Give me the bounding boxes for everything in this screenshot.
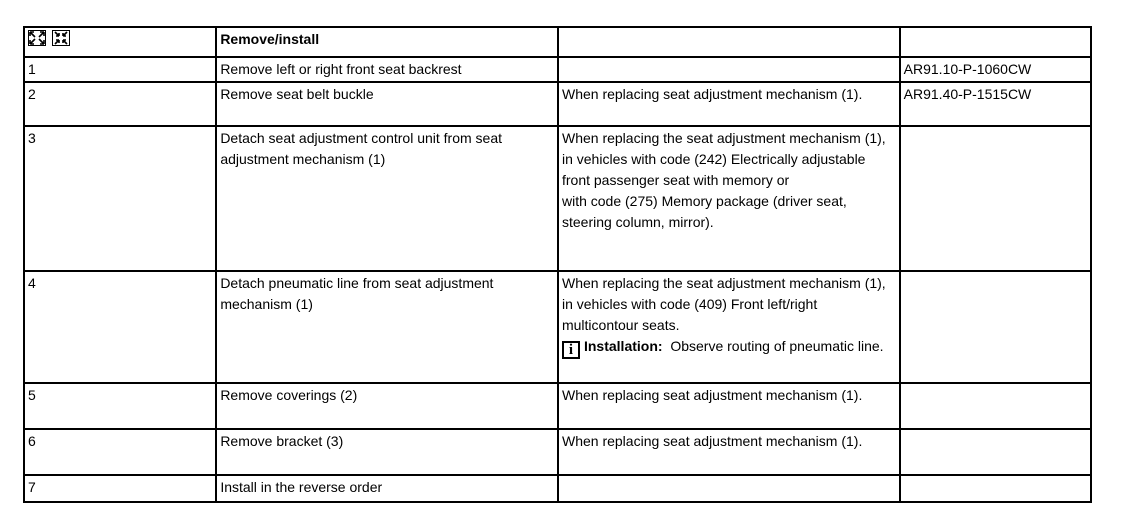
step-action: Install in the reverse order xyxy=(216,475,558,502)
step-reference[interactable]: AR91.40-P-1515CW xyxy=(900,82,1091,126)
step-number: 6 xyxy=(24,429,216,475)
step-note xyxy=(558,429,900,475)
step-number: 1 xyxy=(24,57,216,82)
header-empty-cell xyxy=(558,27,900,57)
step-reference xyxy=(900,126,1091,271)
installation-text: Observe routing of pneumatic line. xyxy=(670,338,884,354)
expand-arrows-icon[interactable] xyxy=(28,30,46,46)
step-reference xyxy=(900,383,1091,429)
collapse-arrows-icon[interactable] xyxy=(52,30,70,46)
step-note xyxy=(558,126,900,271)
info-icon: i xyxy=(562,341,580,359)
step-reference[interactable]: AR91.10-P-1060CW xyxy=(900,57,1091,82)
step-note xyxy=(558,82,900,126)
step-number: 2 xyxy=(24,82,216,126)
note-line: with code (275) Memory package (driver seat, steering column, mirror). xyxy=(561,193,847,230)
step-reference xyxy=(900,429,1091,475)
step-note xyxy=(558,57,900,82)
step-reference xyxy=(900,475,1091,502)
step-note xyxy=(558,475,900,502)
table-row xyxy=(24,82,1091,126)
table-row xyxy=(24,429,1091,475)
table-row xyxy=(24,475,1091,502)
header-empty-cell xyxy=(900,27,1091,57)
step-number: 4 xyxy=(24,271,216,383)
step-action: Detach seat adjustment control unit from seat adjustment mechanism (1) xyxy=(216,126,558,271)
table-row xyxy=(24,271,1091,383)
table-header-row xyxy=(24,27,1091,57)
step-action: Remove bracket (3) xyxy=(216,429,558,475)
procedure-table xyxy=(23,26,1092,503)
note-line: When replacing seat adjustment mechanism (1). xyxy=(561,433,863,449)
step-action: Detach pneumatic line from seat adjustment mechanism (1) xyxy=(216,271,558,383)
step-note xyxy=(558,383,900,429)
step-action: Remove coverings (2) xyxy=(216,383,558,429)
step-reference xyxy=(900,271,1091,383)
note-line: When replacing seat adjustment mechanism (1). xyxy=(561,387,863,403)
step-note xyxy=(558,271,900,383)
header-icons-cell xyxy=(24,27,216,57)
installation-label: Installation: xyxy=(583,338,663,354)
step-action: Remove left or right front seat backrest xyxy=(216,57,558,82)
note-line: When replacing seat adjustment mechanism (1). xyxy=(561,86,863,102)
step-number: 5 xyxy=(24,383,216,429)
table-row xyxy=(24,126,1091,271)
step-number: 3 xyxy=(24,126,216,271)
header-title: Remove/install xyxy=(216,27,558,57)
note-line: When replacing the seat adjustment mechanism (1), in vehicles with code (409) Front left/right multicontour seats. xyxy=(561,275,886,333)
step-number: 7 xyxy=(24,475,216,502)
table-row xyxy=(24,383,1091,429)
note-line: When replacing the seat adjustment mechanism (1), in vehicles with code (242) Electrically adjustable front passenger seat with memory or xyxy=(561,130,886,188)
step-action: Remove seat belt buckle xyxy=(216,82,558,126)
table-row xyxy=(24,57,1091,82)
